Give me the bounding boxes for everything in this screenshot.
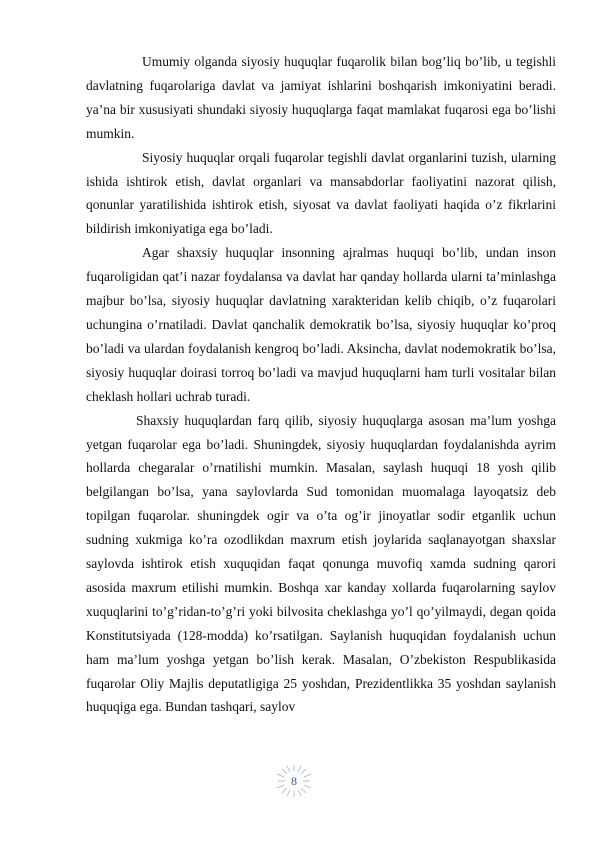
page-number: 8 <box>291 774 297 788</box>
paragraph-political-rights-means: Siyosiy huquqlar orqali fuqarolar tegishli davlat organlarini tuzish, ularning ishida ishtirok etish, davlat organlari va mansabdorlar faoliyatini nazorat qilish, qonunlar yaratilishida ishtirok etish, siyosat va davlat faoliyati haqida o’z fikrlarini bildirish imkoniyatiga ega bo’ladi. <box>86 149 556 237</box>
paragraph-political-rights-intro: Umumiy olganda siyosiy huquqlar fuqarolik bilan bog’liq bo’lib, u tegishli davlatning fuqarolariga davlat va jamiyat ishlarini boshqarish imkoniyatini beradi. ya’na bir xususiyati shundaki siyosiy huquqlarga faqat mamlakat fuqarosi ega bo’lishi mumkin. <box>86 54 556 141</box>
document-page <box>86 50 556 719</box>
page-footer <box>0 763 595 803</box>
paragraph-personal-vs-political: Agar shaxsiy huquqlar insonning ajralmas huquqi bo’lib, undan inson fuqaroligidan qat’i nazar foydalansa va davlat har qanday hollarda ularni ta’minlashga majbur bo’lsa, siyosiy huquqlar davlatning xarakteridan kelib chiqib, o’z fuqarolari uchungina o’rnatiladi. Davlat qanchalik demokratik bo’lsa, siyosiy huquqlar ko’proq bo’ladi va ulardan foydalanish kengroq bo’ladi. Aksincha, davlat nodemokratik bo’lsa, siyosiy huquqlar doirasi torroq bo’ladi va mavjud huquqlarni ham turli vositalar bilan cheklash hollari uchrab turadi. <box>86 245 556 404</box>
paragraph-age-restrictions: Shaxsiy huquqlardan farq qilib, siyosiy huquqlarga asosan ma’lum yoshga yetgan fuqarolar ega bo’ladi. Shuningdek, siyosiy huquqlardan foydalanishda ayrim hollarda chegaralar o’rnatilishi mumkin. Masalan, saylash huquqi 18 yosh qilib belgilangan bo’lsa, yana saylovlarda Sud tomonidan muomalaga layoqatsiz deb topilgan fuqarolar. shuningdek ogir va o’ta og’ir jinoyatlar sodir etganlik uchun sudning xukmiga ko’ra ozodlikdan maxrum etish joylarida saqlanayotgan shaxslar saylovda ishtirok etish xuquqidan faqat qonunga muvofiq xamda sudning qarori asosida maxrum etilishi mumkin. Boshqa xar kanday xollarda fuqarolarning saylov xuquqlarini to’g’ridan-to’g’ri yoki bilvosita cheklashga yo’l qo’yilmaydi, degan qoida Konstitutsiyada (128-modda) ko’rsatilgan. Saylanish huquqidan foydalanish uchun ham ma’lum yoshga yetgan bo’lish kerak. Masalan, O’zbekiston Respublikasida fuqarolar Oliy Majlis deputatligiga 25 yoshdan, Prezidentlikka 35 yoshdan saylanish huquqiga ega. Bundan tashqari, saylov <box>86 412 556 715</box>
